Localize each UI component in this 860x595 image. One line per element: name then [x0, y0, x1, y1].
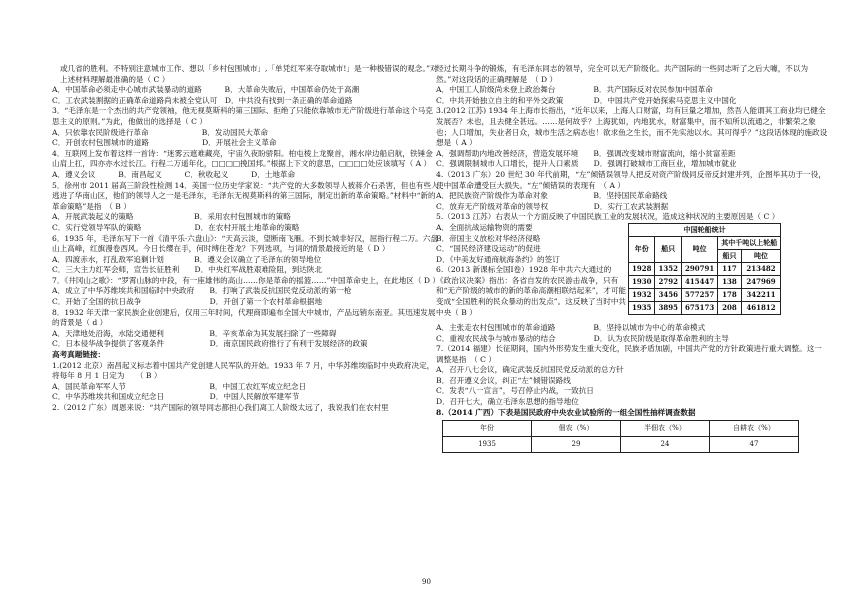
- text-line: 5.（2013 江苏）右表从一个方面反映了中国民族工业的发展状况，造成这种状况的主要原因是（ C ）: [436, 212, 780, 222]
- table-cell: 415447: [681, 275, 717, 288]
- text-line: 2.（2012 广东）周恩来说：“共产国际的领导同志都担心我们离工人阶级太远了，我说我们在农村里: [52, 403, 389, 412]
- table-row: [629, 301, 781, 314]
- table-row: [629, 275, 781, 288]
- text-line: 1.(2012 北京）南昌起义标志着中国共产党创建人民军队的开始。1933 年 7 月，中华苏维埃临时中央政府决定，将每年 8 月 1 日定为 （ B ）: [52, 360, 435, 381]
- text-line: A．成立了中华苏维埃共和国临时中央政府 B．打响了武装反抗国民党反动派的第一枪: [52, 286, 352, 296]
- text-line: 8.（2014 广西）下表是国民政府中央农业试验所的一组全国性抽样调查数据: [436, 407, 696, 417]
- text-line: D．《中美友好通商航海条约》的签订: [436, 254, 560, 264]
- text-line: 6．1935 年，毛泽东写下一首《清平乐·六盘山》：“天高云淡，望断南飞雁。不到长城非好汉，屈指行程二万。六盘山上高峰，红旗漫卷西风。今日长缨在手，何时缚住苍龙？下列选项，与词的情景最接近的是（ D ）: [52, 233, 438, 254]
- text-line: 5．徐州市 2011 届高三阶段性检测 14．美国一位历史学家说：“共产党的大多数领导人被蒋介石杀害，但也有些人逃进了华南山区，他们的领导人之一是毛泽东，毛泽东无视莫斯科的第三国际，制定出新的革命策略。”材料中“新的革命策略”是指 （ B ）: [52, 180, 439, 211]
- table-header: 船只: [718, 249, 742, 262]
- text-line: A．把民族资产阶级作为革命对象 B．坚持国民革命路线: [436, 191, 668, 201]
- text-line: A．四渡赤水，打乱敌军追剿计划 B．遵义会议确立了毛泽东的领导地位: [52, 254, 322, 264]
- table-cell: 1932: [629, 288, 655, 301]
- table-row: [629, 288, 781, 301]
- text-line: B．召开遵义会议，纠正“左”倾错误路线: [436, 375, 571, 385]
- text-line: 7.（2014 福建）长征期间，国内外形势发生重大变化，民族矛盾加剧，中国共产党的方针政策进行重大调整。这一调整是指 （ C ）: [436, 344, 822, 364]
- table-row: [443, 437, 799, 453]
- text-line: 7．《井冈山之歌》：“罗霄山脉的中段，有一座雄伟的高山……你是革命的摇篮……”中国革命史上，在此地区（ D ）: [52, 275, 440, 285]
- text-line: C．中共开始独立自主的和平外交政策 D．中国共产党开始探索马克思主义中国化: [436, 95, 737, 105]
- text-line: B．帝国主义放松对华经济侵略: [436, 233, 541, 243]
- text-line: C．中华苏维埃共和国成立纪念日 D．中国人民解放军建军节: [52, 392, 300, 402]
- text-line: A．只依靠农民阶级进行革命 B．发动国民大革命: [52, 127, 269, 137]
- text-line: 4．互联网上发布着这样一首诗：“迷雾云遮难藏亮，宇宙久夜盼骄阳。柏屯棱上龙聚首，湘水岸边船启航，铁锤金山肩上扛，四亦亦水过长江。行程二万遥年化，□□□□挽国邦。”根据上下文的意思，□□□□处应该填写（ A ）: [52, 148, 433, 169]
- table-row: [629, 262, 781, 275]
- table-cell: 1935: [443, 437, 532, 453]
- table-cell: 1935: [629, 301, 655, 314]
- left-column: [52, 64, 440, 414]
- text-line: C．强调限制城市人口增长，提升人口素质 D．强调打破城市工商巨业，增加城市就业: [436, 159, 737, 169]
- table-header: 年份: [443, 421, 532, 437]
- table-cell: 3456: [655, 288, 681, 301]
- survey-table: [442, 420, 799, 453]
- text-line: A．中国工人阶级尚未登上政治舞台 B．共产国际反对农民参加中国革命: [436, 85, 713, 95]
- table-header: 吨位: [681, 236, 717, 262]
- text-line: 6.（2013 新课标全国Ⅰ卷）1928 年中共六大通过的《政治议决案》指出：各省自发的农民游击战争，只有和“无产阶级的城市的新的革命高潮相联结起来”，才可能变成“全国胜利的民众暴动的出发点”。这反映了当时中共中央（ B ）: [436, 265, 626, 317]
- section-heading: 高考真题链接：: [52, 350, 106, 360]
- table-cell: 2792: [655, 275, 681, 288]
- table-header: 其中千吨以上轮船: [718, 236, 781, 249]
- text-line: C．工农武装割据的正确革命道路尚未被全党认可 D．中共没有找到一条正确的革命道路: [52, 95, 353, 105]
- table-cell: 178: [718, 288, 742, 301]
- text-line: 4.（2013 广东）20 世纪 30 年代前期，“左”倾错误领导人把反对资产阶级同反帝反封建并列，企图毕其功于一役，使中国革命遭受巨大损失。“左”倾错误的表现有 （ A ）: [436, 169, 826, 190]
- table-cell: 290791: [681, 262, 717, 275]
- text-line: C．实行党领导军队的策略 D．在农村开展土地革命的策略: [52, 222, 300, 232]
- page-number: 90: [422, 578, 431, 586]
- table-cell: 675173: [681, 301, 717, 314]
- ship-statistics-table: [628, 223, 781, 315]
- text-line: 3.(2012 江苏) 1934 年上海市长指出，“近年以来，上海人口财富，均有巨量之增加，然吾人能谓其工商业均已健全发展否？未也，且去健全甚远。……是何故乎？上海犹如，内地犹水，财富集中，而不知所以流通之，非繁荣之象也；人口增加，失业者日众，城市生活之病态也！欲求鱼之生长，而不先实池以水。其可得乎？”这段话体现的施政设想是（ A ）: [436, 106, 828, 148]
- table-header: 年份: [629, 236, 655, 262]
- text-line: A．强调帮助内地改善经济，营造发展环境 B．强调改变城市财富流向，缩小贫富差距: [436, 148, 736, 158]
- text-line: A．遵义会议 B．南昌起义 C．秋收起义 D．土地革命: [52, 169, 296, 179]
- table-header: 船只: [655, 236, 681, 262]
- table-header: 半佃农（%）: [621, 421, 710, 437]
- text-line: A．召开八七会议，确定武装反抗国民党反动派的总方针: [436, 365, 624, 375]
- table-cell: 3895: [655, 301, 681, 314]
- table-header: 自耕农（%）: [710, 421, 799, 437]
- text-line: A．国民革命军军人节 B．中国工农红军成立纪念日: [52, 381, 307, 391]
- table-cell: 577257: [681, 288, 717, 301]
- table-cell: 1352: [655, 262, 681, 275]
- table-cell: 461812: [741, 301, 780, 314]
- right-column: [436, 64, 828, 453]
- text-line: A．主张走农村包围城市的革命道路 B．坚持以城市为中心的革命模式: [436, 322, 706, 332]
- table-cell: 47: [710, 437, 799, 453]
- table-block: [436, 223, 828, 323]
- text-line: C．“国民经济建设运动”的促进: [436, 244, 541, 254]
- table-header: 吨位: [741, 249, 780, 262]
- table-cell: 138: [718, 275, 742, 288]
- text-line: C．日本侵华战争提供了客观条件 D．南京国民政府推行了有利于发展经济的政策: [52, 339, 368, 349]
- text-line: A．天津地处沿海，水陆交通便利 B．辛亥革命为其发展扫除了一些障碍: [52, 328, 337, 338]
- text-line: 8．1932 年天津一家民族企业创建后，仅用三年时间，代理商即遍布全国大中城市，产品远销东南亚。其迅速发展的背景是（ d ）: [52, 307, 436, 328]
- table-side-text: [436, 223, 626, 318]
- text-line: 或几省的胜利。不特别注意城市工作、想以「乡村包围城市」,「单凭红军来夺取城市!」是一种极错误的观念。”对上述材料理解最准确的是（ C ）: [60, 64, 438, 84]
- table-header-row: [443, 421, 799, 437]
- text-line: 3．“毛泽东是一个杰出的共产党领袖，他无视莫斯科的第三国际、拒绝了只能依靠城市无产阶级进行革命这个马克思主义的原则。”为此，他做出的选择是（ C ）: [52, 106, 433, 126]
- text-line: D．召开七大，确立毛泽东思想的指导地位: [436, 397, 579, 407]
- text-line: C．发表“八一宣言”，号召停止内战，一致抗日: [436, 386, 594, 396]
- table-cell: 1928: [629, 262, 655, 275]
- table-cell: 24: [621, 437, 710, 453]
- text-line: A．中国革命必须走中心城市武装暴动的道路 B．大革命失败后，中国革命仍处于高潮: [52, 85, 360, 95]
- text-line: 经过长期斗争的锻炼，有毛泽东同志的领导，完全可以无产阶级化。共产国际的一些同志听了之后大噱，不以为然。”对这段话的正确理解是 （ D ）: [436, 64, 809, 84]
- table-cell: 213482: [741, 262, 780, 275]
- table-cell: 247969: [741, 275, 780, 288]
- text-line: C．开创农村包围城市的道路 D．开展社会主义革命: [52, 138, 277, 148]
- table-cell: 342211: [741, 288, 780, 301]
- text-line: A．全面抗战运输物资的需要: [436, 222, 533, 232]
- table-cell: 208: [718, 301, 742, 314]
- text-line: A．开展武装起义的策略 B．采用农村包围城市的策略: [52, 212, 291, 222]
- table-cell: 117: [718, 262, 742, 275]
- table-cell: 1930: [629, 275, 655, 288]
- table-header: 佃农（%）: [532, 421, 621, 437]
- text-line: C．开始了全国的抗日战争 D．开创了第一个农村革命根据地: [52, 297, 323, 307]
- text-line: C．三大主力红军会师，宣告长征胜利 D．中央红军战胜艰难险阻，到达陕北: [52, 265, 323, 275]
- text-line: C．放弃无产阶级对革命的领导权 D．实行工农武装割据: [436, 201, 669, 211]
- table-title: 中国轮船统计: [629, 223, 781, 236]
- table-cell: 29: [532, 437, 621, 453]
- text-line: C．重视农民战争与城市暴动的结合 D．认为农民阶级是取得革命胜利的主导: [436, 333, 729, 343]
